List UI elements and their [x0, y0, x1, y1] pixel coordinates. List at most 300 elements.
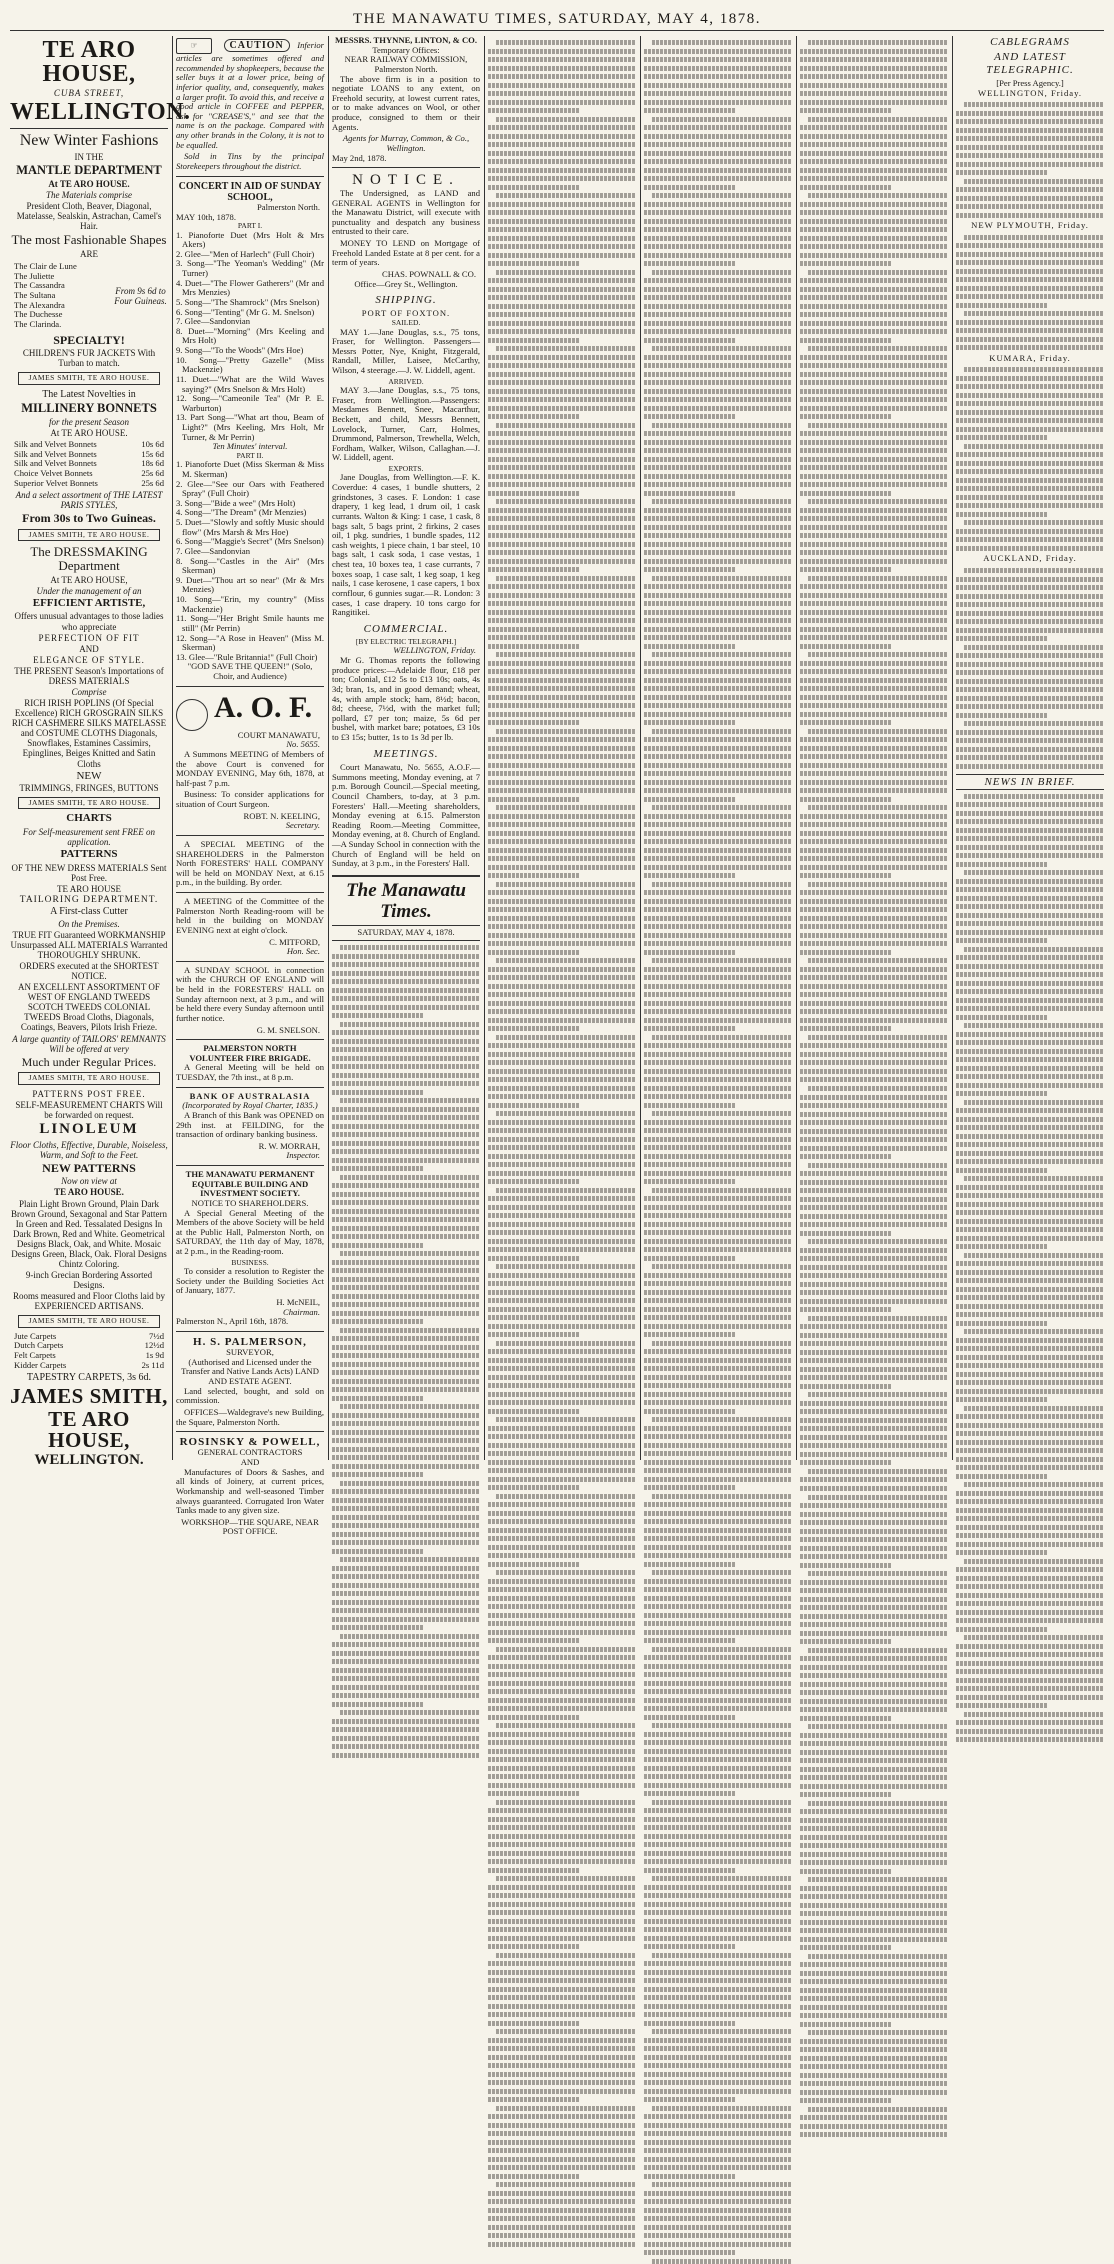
text-line [488, 1621, 636, 1626]
text-line [956, 628, 1104, 633]
text-line [340, 1022, 480, 1027]
footer-box: JAMES SMITH, TE ARO HOUSE. [18, 797, 160, 809]
programme-part-two [176, 460, 324, 662]
wellington-friday: WELLINGTON, Friday. [393, 645, 476, 656]
text-line [644, 1519, 792, 1524]
item-name: Jute Carpets [14, 1330, 57, 1341]
text-line [956, 1593, 1104, 1598]
text-line [644, 686, 792, 691]
local-news-text [800, 40, 948, 1082]
text-line [956, 1057, 1104, 1062]
new-patterns: NEW PATTERNS [42, 1160, 136, 1175]
programme-item: 5. Duet—"Slowly and softly Music should flow" (Mrs Marsh & Mrs Hoe) [176, 517, 324, 537]
text-line [800, 363, 948, 368]
text-line [644, 1851, 792, 1856]
text-line [956, 1508, 1104, 1513]
text-line [800, 1699, 948, 1704]
text-line [488, 1766, 636, 1771]
text-line [644, 414, 736, 419]
text-line [488, 363, 636, 368]
text-line [644, 100, 792, 105]
programme-item: 3. Song—"Bide a wee" (Mrs Holt) [176, 497, 296, 508]
text-line [800, 737, 948, 742]
text-line [956, 427, 1104, 432]
text-line [808, 423, 948, 428]
text-line [644, 1902, 792, 1907]
text-line [488, 1468, 636, 1473]
dm-mgmt: Under the management of an [36, 585, 142, 596]
rosinsky-sub: GENERAL CONTRACTORS [197, 1447, 303, 1458]
text-line [488, 1247, 636, 1252]
item-price: 10s 6d [141, 439, 164, 450]
text-line [332, 1421, 480, 1426]
text-line [332, 1396, 424, 1401]
text-line [644, 584, 792, 589]
text-line [332, 996, 480, 1001]
text-line [964, 870, 1104, 875]
text-line [644, 1230, 792, 1235]
text-line [644, 1587, 792, 1592]
text-line [800, 550, 948, 555]
text-line [644, 967, 792, 972]
text-line [644, 329, 792, 334]
local-news-continued [800, 36, 948, 1460]
children-jackets: CHILDREN'S FUR JACKETS With Turban to match. [22, 348, 156, 369]
text-line [956, 393, 1104, 398]
text-line [332, 979, 480, 984]
text-line [644, 1910, 792, 1915]
programme-item: 2. Glee—"See our Oars with Feathered Spray" (Full Choir) [176, 478, 324, 499]
text-line [808, 2030, 948, 2035]
concert-title: CONCERT IN AID OF SUNDAY SCHOOL, [178, 180, 322, 203]
sold: Sold in Tins by the principal Storekeepers throughout the district. [176, 151, 324, 171]
text-line [800, 635, 948, 640]
text-line [800, 924, 948, 929]
bank-sub: (Incorporated by Royal Charter, 1835.) [182, 1100, 318, 1111]
text-line [644, 1451, 792, 1456]
text-line [800, 542, 948, 547]
text-line [956, 896, 1104, 901]
text-line [964, 947, 1104, 952]
text-line [488, 686, 636, 691]
text-line [800, 1384, 892, 1389]
text-line [644, 1205, 792, 1210]
notice-shareholders: NOTICE TO SHAREHOLDERS. [191, 1197, 309, 1208]
text-line [332, 1566, 480, 1571]
text-line [644, 210, 792, 215]
text-line [644, 1613, 792, 1618]
text-line [800, 1452, 948, 1457]
text-line [800, 168, 948, 173]
text-line [644, 312, 792, 317]
text-line [488, 2063, 636, 2068]
shape-list [14, 262, 109, 329]
text-line [488, 1783, 636, 1788]
text-line [332, 1702, 424, 1707]
text-line [644, 2191, 792, 2196]
text-line [332, 1285, 480, 1290]
text-line [956, 670, 1104, 675]
text-line [332, 1506, 480, 1511]
text-line [496, 958, 636, 963]
programme-item: 11. Song—"Her Bright Smile haunts me still" (Mr Perrin) [176, 613, 324, 633]
telegram-text [956, 102, 1104, 218]
text-line [956, 619, 1104, 624]
columns [10, 35, 1104, 1537]
text-line [332, 1090, 424, 1095]
text-line [488, 856, 636, 861]
tapestry: TAPESTRY CARPETS, 3s 6d. [26, 1372, 152, 1384]
fit: TRUE FIT Guaranteed WORKMANSHIP Unsurpassed ALL MATERIALS Warranted THOROUGHLY SHRUNK. [10, 929, 168, 960]
text-line [956, 1227, 1104, 1232]
text-line [956, 1440, 1104, 1445]
anthem: "GOD SAVE THE QUEEN!" (Solo, Choir, and Audience) [187, 661, 313, 682]
text-line [652, 2259, 792, 2264]
text-line [800, 1665, 948, 1670]
text-line [644, 108, 736, 113]
text-line [956, 611, 1104, 616]
text-line [488, 1859, 636, 1864]
text-line [644, 355, 792, 360]
text-line [488, 1366, 636, 1371]
surveyor: SURVEYOR, [226, 1347, 274, 1358]
text-line [800, 686, 948, 691]
text-line [488, 2089, 636, 2094]
text-line [652, 1953, 792, 1958]
text-line [644, 1426, 792, 1431]
editorial-text [332, 945, 480, 1758]
text-line [956, 286, 1104, 291]
text-line [800, 703, 948, 708]
text-line [800, 1656, 948, 1661]
text-line [488, 1001, 636, 1006]
text-line [956, 585, 1104, 590]
text-line [800, 440, 948, 445]
footer-name: JAMES SMITH, [10, 1383, 168, 1408]
text-line [800, 91, 948, 96]
text-line [496, 1188, 636, 1193]
text-line [488, 108, 580, 113]
press-agency: [Per Press Agency.] [996, 77, 1064, 88]
text-line [800, 907, 948, 912]
programme-item: 3. Song—"The Yeoman's Wedding" (Mr Turner) [176, 258, 324, 279]
excellent: AN EXCELLENT ASSORTMENT OF WEST OF ENGLAND TWEEDS SCOTCH TWEEDS COLONIAL TWEEDS Broad Cloths, Diagonals, Coatings, Beavers, Pilots Irish Frieze. [18, 982, 160, 1033]
text-line [800, 1554, 948, 1559]
text-line [956, 410, 1104, 415]
season: for the present Season [49, 417, 129, 428]
text-line [800, 108, 892, 113]
text-line [956, 252, 1104, 257]
text-line [340, 1481, 480, 1486]
text-line [800, 1018, 948, 1023]
text-line [644, 1698, 792, 1703]
text-line [332, 1676, 480, 1681]
text-line [644, 227, 792, 232]
text-line [800, 66, 948, 71]
text-line [644, 1689, 792, 1694]
text-line [488, 1026, 580, 1031]
text-line [488, 465, 636, 470]
text-line [800, 2073, 948, 2078]
text-line [332, 1166, 424, 1171]
text-line [800, 2132, 948, 2137]
text-line [332, 1744, 480, 1749]
text-line [488, 1477, 636, 1482]
text-line [644, 1927, 792, 1932]
text-line [652, 1035, 792, 1040]
text-line [332, 1005, 480, 1010]
text-line [488, 1732, 636, 1737]
text-line [644, 457, 792, 462]
text-line [332, 1192, 480, 1197]
text-line [800, 1673, 948, 1678]
footer-house: TE ARO HOUSE, [48, 1406, 130, 1452]
text-line [956, 1083, 1104, 1088]
meetings-text: Court Manawatu, No. 5655, A.O.F.—Summons meeting, Monday evening, at 7 p.m. Borough Council.—Special meeting, Council Chambers, to-day, at 3 p.m. Foresters' Hall.—Meeting shareholders, Monday evening at 6.15. Palmerston Reading Room.—Meeting Committee, Monday evening, at 8. Church of England.—A Sunday School in connection with the Church of England will be held on Sunday, at 3 p.m., in the Foresters' Hall. [332, 762, 480, 869]
text-line [488, 703, 636, 708]
materials-title: The Materials comprise [46, 190, 132, 201]
text-line [644, 219, 792, 224]
text-line [488, 1324, 636, 1329]
wellington-dateline: WELLINGTON, Friday. [978, 87, 1082, 98]
text-line [800, 865, 948, 870]
meetings-heading: MEETINGS. [373, 747, 439, 760]
text-line [644, 856, 792, 861]
divider [176, 961, 324, 962]
text-line [496, 1111, 636, 1116]
text-line [800, 1418, 948, 1423]
text-line [488, 219, 636, 224]
text-line [488, 695, 636, 700]
text-line [332, 1617, 480, 1622]
text-line [800, 916, 948, 921]
text-line [488, 482, 636, 487]
text-line [496, 729, 636, 734]
text-line [800, 1546, 948, 1551]
text-line [644, 1808, 792, 1813]
text-line [332, 1472, 424, 1477]
text-line [488, 1069, 636, 1074]
text-line [332, 1600, 480, 1605]
text-line [488, 1162, 636, 1167]
text-line [488, 584, 636, 589]
bank-title: BANK OF AUSTRALASIA [189, 1090, 311, 1101]
text-line [800, 57, 948, 62]
sunday-text: A SUNDAY SCHOOL in connection with the CHURCH OF ENGLAND will be held in the FORESTERS' HALL on Sunday afternoon next, at 3 p.m., and will be held there every Sunday afternoon until further notice. [176, 964, 324, 1023]
programme-item: 4. Song—"The Dream" (Mr Menzies) [176, 507, 307, 518]
text-line [800, 49, 948, 54]
text-line [644, 899, 792, 904]
text-line [332, 1141, 480, 1146]
text-line [488, 151, 636, 156]
text-line [800, 610, 948, 615]
text-line [332, 954, 480, 959]
text-line [644, 1783, 792, 1788]
text-line [488, 644, 580, 649]
text-line [644, 916, 792, 921]
text-line [488, 355, 636, 360]
text-line [496, 2106, 636, 2111]
text-line [644, 2233, 792, 2238]
programme-item: 9. Song—"To the Woods" (Mrs Hoe) [176, 345, 304, 356]
text-line [488, 1536, 636, 1541]
text-line [956, 1278, 1104, 1283]
text-line [644, 1740, 792, 1745]
agents: Agents for Murray, Common, & Co., Wellington. [342, 133, 470, 153]
text-line [800, 185, 892, 190]
text-line [800, 1409, 948, 1414]
text-line [964, 179, 1104, 184]
text-line [488, 865, 636, 870]
text-line [956, 128, 1104, 133]
text-line [964, 568, 1104, 573]
text-line [644, 1196, 792, 1201]
text-line [644, 720, 736, 725]
text-line [488, 1375, 636, 1380]
text-line [800, 1095, 948, 1100]
text-line [800, 1154, 892, 1159]
money: MONEY TO LEND on Mortgage of Freehold Landed Estate at 8 per cent. for a term of years. [332, 238, 480, 268]
text-line [488, 1757, 636, 1762]
text-line [488, 380, 636, 385]
text-line [956, 1542, 1104, 1547]
text-line [488, 2012, 636, 2017]
bank-signature: R. W. MORRAH, [258, 1140, 320, 1151]
text-line [488, 83, 636, 88]
text-line [956, 853, 1104, 858]
agents-date: May 2nd, 1878. [332, 152, 387, 163]
building-role: Chairman. [282, 1306, 320, 1317]
text-line [644, 1145, 792, 1150]
text-line [644, 559, 792, 564]
text-line [488, 168, 636, 173]
text-line [488, 1825, 636, 1830]
text-line [340, 1175, 480, 1180]
text-line [644, 2055, 792, 2060]
text-line [488, 1689, 636, 1694]
text-line [800, 227, 948, 232]
text-line [800, 1256, 948, 1261]
divider [332, 167, 480, 168]
paper-date: SATURDAY, MAY 4, 1878. [332, 928, 480, 941]
text-line [800, 1001, 948, 1006]
text-line [644, 2174, 736, 2179]
text-line [800, 644, 892, 649]
text-line [644, 159, 792, 164]
text-line [644, 1400, 792, 1405]
text-line [332, 1124, 480, 1129]
text-line [956, 1491, 1104, 1496]
text-line [956, 1040, 1104, 1045]
text-line [956, 1219, 1104, 1224]
text-line [956, 887, 1104, 892]
text-line [488, 2233, 636, 2238]
text-line [800, 1707, 948, 1712]
text-line [956, 696, 1104, 701]
text-line [652, 117, 792, 122]
text-line [956, 461, 1104, 466]
text-line [488, 457, 636, 462]
text-line [644, 669, 792, 674]
shape-item: The Alexandra [14, 299, 65, 310]
text-line [488, 1910, 636, 1915]
text-line [488, 431, 636, 436]
item-price: 7½d [148, 1330, 164, 1341]
text-line [488, 1927, 636, 1932]
text-line [488, 627, 636, 632]
text-line [808, 1571, 948, 1576]
column-rule [796, 36, 797, 1460]
text-line [644, 168, 792, 173]
pownall-signature: CHAS. POWNALL & CO. [382, 268, 476, 279]
text-line [496, 1035, 636, 1040]
text-line [652, 1800, 792, 1805]
text-line [800, 1503, 948, 1508]
text-line [956, 1431, 1104, 1436]
text-line [488, 2165, 636, 2170]
text-line [800, 1580, 948, 1585]
text-line [800, 1043, 948, 1048]
text-line [644, 91, 792, 96]
text-line [800, 1979, 948, 1984]
text-line [956, 111, 1104, 116]
millinery-bonnets: MILLINERY BONNETS [21, 400, 157, 415]
text-line [800, 125, 948, 130]
notice-text: The Undersigned, as LAND and GENERAL AGENTS in Wellington for the Manawatu District, will execute with punctuality and despatch any business entrusted to their care. [332, 187, 480, 237]
text-line [956, 1499, 1104, 1504]
text-line [800, 933, 948, 938]
at-te-aro: At TE ARO HOUSE. [50, 428, 128, 439]
commercial-text: Mr G. Thomas reports the following produce prices:—Adelaide flour, £18 per ton; Colonial, £12 5s to £13 10s; oats, 4s 3d; bran, 1s, and in good demand; wheat, 4s, with ample stock; ham, 8½d; bacon, 8d; cheese, 7½d, with the market full; pollard, £7 per ton; maize, 5s 6d per bushel, with market bare; potatoes, £3 10s to £3 15s; butter, 1s to 1s 3d per lb. [332, 655, 480, 743]
text-line [652, 499, 792, 504]
tailors: A large quantity of TAILORS' REMNANTS Will be offered at very [12, 1033, 166, 1054]
text-line [644, 1137, 792, 1142]
text-line [644, 1511, 792, 1516]
text-line [956, 972, 1104, 977]
text-line [496, 193, 636, 198]
text-line [956, 862, 1048, 867]
text-line [332, 1413, 480, 1418]
committee-role: Hon. Sec. [286, 946, 320, 957]
text-line [956, 930, 1104, 935]
text-line [800, 1588, 948, 1593]
text-line [332, 1625, 424, 1630]
text-line [488, 1349, 636, 1354]
text-line [644, 1978, 792, 1983]
text-line [332, 1302, 480, 1307]
text-line [800, 559, 948, 564]
text-line [808, 1086, 948, 1091]
text-line [488, 1094, 636, 1099]
text-line [644, 1502, 792, 1507]
text-line [496, 346, 636, 351]
text-line [332, 1727, 480, 1732]
fire-text: A General Meeting will be held on TUESDAY, the 7th inst., at 8 p.m. [176, 1062, 324, 1083]
text-line [800, 1009, 948, 1014]
text-line [644, 2097, 736, 2102]
text-line [644, 1069, 792, 1074]
lino-list: Plain Light Brown Ground, Plain Dark Brown Ground, Sexagonal and Star Pattern In Green and Red. Tessalated Designs In Dark Brown, Red and White. Geometrical Designs Black, Oak, and White. Mosaic Designs Green, Black, Oak. Floral Designs Chintz Coloring. [11, 1198, 167, 1270]
sailed: SAILED. [391, 318, 421, 328]
sailed-text: MAY 1.—Jane Douglas, s.s., 75 tons, Fraser, for Wellington. Passengers—Messrs Potter, Nye, Knight, Fitzgerald, Randall, Miller, Laisee, McCarthy, Wilson, 4 steerage.—J. W. Liddell, agent. [332, 326, 480, 375]
text-line [808, 1724, 948, 1729]
text-line [800, 1911, 948, 1916]
text-line [332, 1523, 480, 1528]
text-line [956, 577, 1104, 582]
text-line [332, 1226, 480, 1231]
text-line [956, 1355, 1104, 1360]
are: ARE [80, 249, 98, 260]
